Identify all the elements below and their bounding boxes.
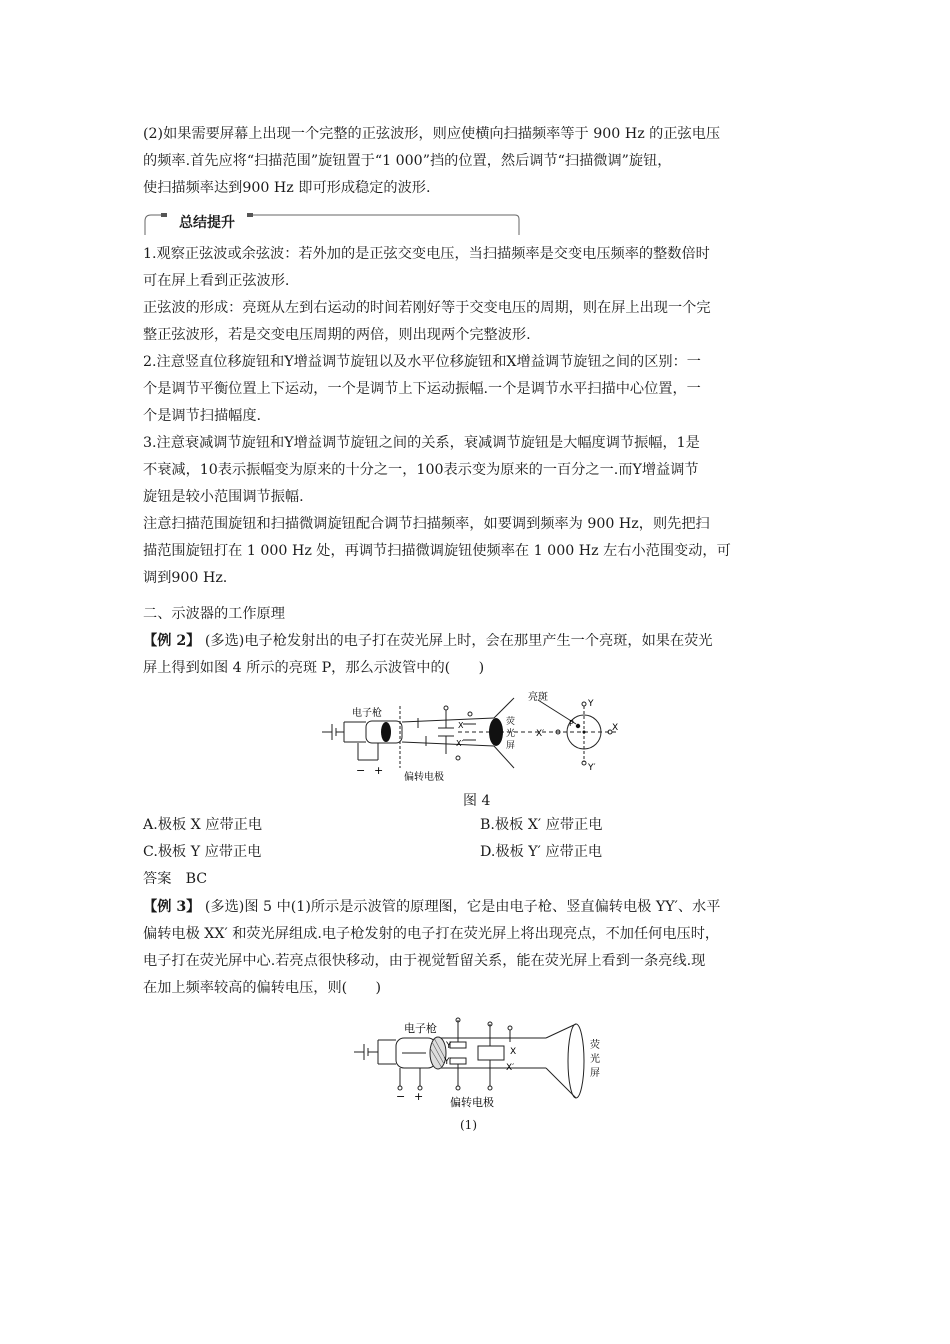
option-c: C.极板 Y 应带正电 [143, 844, 262, 860]
figure-4-oscilloscope-tube [318, 688, 638, 786]
text-line: 个是调节平衡位置上下运动，一个是调节上下运动振幅.一个是调节水平扫描中心位置，一 [143, 381, 701, 397]
label-p: P [569, 719, 574, 728]
label-screen-2: 光 [506, 729, 516, 739]
figure-5-caption: (1) [460, 1118, 477, 1132]
text-line: 2.注意竖直位移旋钮和Y增益调节旋钮以及水平位移旋钮和X增益调节旋钮之间的区别：一 [143, 354, 701, 370]
label-plus: + [374, 764, 384, 777]
figure-5-oscilloscope-principle [350, 1014, 612, 1114]
option-d: D.极板 Y′ 应带正电 [480, 844, 603, 860]
label-screen-3: 屏 [506, 741, 516, 751]
option-b: B.极板 X′ 应带正电 [480, 817, 603, 833]
label-x: X [612, 723, 619, 733]
text-line: 整正弦波形，若是交变电压周期的两倍，则出现两个完整波形. [143, 327, 531, 343]
label-y-prime: Y′ [444, 1057, 452, 1067]
label-minus: − [396, 1090, 406, 1103]
label-screen-3: 屏 [590, 1068, 600, 1079]
section-title: 二、示波器的工作原理 [143, 606, 285, 622]
summary-header [143, 209, 521, 237]
label-x: X [510, 1047, 517, 1057]
text-line: 使扫描频率达到900 Hz 即可形成稳定的波形. [143, 180, 431, 196]
label-electron-gun: 电子枪 [352, 708, 382, 719]
example-label: 【例 3】 [143, 899, 201, 915]
label-plate-x: X [458, 721, 464, 730]
text-line: 注意扫描范围旋钮和扫描微调旋钮配合调节扫描频率，如要调到频率为 900 Hz，则先把扫 [143, 516, 710, 532]
text-line: 描范围旋钮打在 1 000 Hz 处，再调节扫描微调旋钮使频率在 1 000 Hz 左右小范围变动，可 [143, 543, 731, 559]
text-line: 可在屏上看到正弦波形. [143, 273, 290, 289]
text-line: 屏上得到如图 4 所示的亮斑 P，那么示波管中的( ) [143, 660, 485, 676]
text-line: 正弦波的形成：亮斑从左到右运动的时间若刚好等于交变电压的周期，则在屏上出现一个完 [143, 300, 711, 316]
text-line: 3.注意衰减调节旋钮和Y增益调节旋钮之间的关系，衰减调节旋钮是大幅度调节振幅，1是 [143, 435, 700, 451]
label-x-prime: X′ [506, 1063, 515, 1073]
option-a: A.极板 X 应带正电 [143, 817, 263, 833]
label-electron-gun: 电子枪 [404, 1022, 437, 1035]
text-line: 1.观察正弦波或余弦波：若外加的是正弦交变电压，当扫描频率是交变电压频率的整数倍时 [143, 246, 710, 262]
label-screen-2: 光 [590, 1054, 600, 1065]
text-span: (多选)图 5 中(1)所示是示波管的原理图，它是由电子枪、竖直偏转电极 YY′、水平 [200, 899, 721, 915]
summary-body [143, 241, 823, 592]
label-minus: − [356, 764, 366, 777]
text-line [143, 894, 823, 921]
example-label: 【例 2】 [143, 633, 201, 649]
label-y: Y [446, 1041, 452, 1051]
label-y: Y [588, 699, 594, 709]
label-y-prime: Y′ [588, 763, 596, 773]
label-screen-1: 荧 [506, 717, 516, 727]
label-x-prime: X′ [536, 729, 545, 739]
text-line: 个是调节扫描幅度. [143, 408, 262, 424]
intro-paragraph [143, 121, 823, 202]
label-bright-spot: 亮斑 [528, 692, 548, 703]
example-3-question [143, 894, 823, 1002]
label-deflection-electrodes: 偏转电极 [404, 772, 444, 783]
text-line: 旋钮是较小范围调节振幅. [143, 489, 304, 505]
answer: 答案 BC [143, 871, 208, 887]
text-span: (多选)电子枪发射出的电子打在荧光屏上时，会在那里产生一个亮斑，如果在荧光 [200, 633, 713, 649]
label-plus: + [414, 1090, 424, 1103]
section-heading [143, 601, 823, 628]
text-line: (2)如果需要屏幕上出现一个完整的正弦波形，则应使横向扫描频率等于 900 Hz 的正弦电压 [143, 126, 721, 142]
summary-title: 总结提升 [173, 212, 241, 232]
text-line: 不衰减，10表示振幅变为原来的十分之一，100表示变为原来的一百分之一.而Y增益调节 [143, 462, 699, 478]
figure-4-caption: 图 4 [463, 793, 491, 809]
example-2-question [143, 628, 823, 682]
text-line: 偏转电极 XX′ 和荧光屏组成.电子枪发射的电子打在荧光屏上将出现亮点，不加任何电压时， [143, 926, 720, 942]
text-line: 的频率.首先应将“扫描范围”旋钮置于“1 000”挡的位置，然后调节“扫描微调”旋钮， [143, 153, 672, 169]
label-deflection-electrodes: 偏转电极 [450, 1096, 494, 1109]
label-plate-x-prime: X′ [456, 739, 464, 748]
text-line: 调到900 Hz. [143, 570, 228, 586]
label-screen-1: 荧 [590, 1040, 600, 1051]
text-line [143, 628, 823, 655]
text-line: 电子打在荧光屏中心.若亮点很快移动，由于视觉暂留关系，能在荧光屏上看到一条亮线.现 [143, 953, 706, 969]
text-line: 在加上频率较高的偏转电压，则( ) [143, 980, 382, 996]
